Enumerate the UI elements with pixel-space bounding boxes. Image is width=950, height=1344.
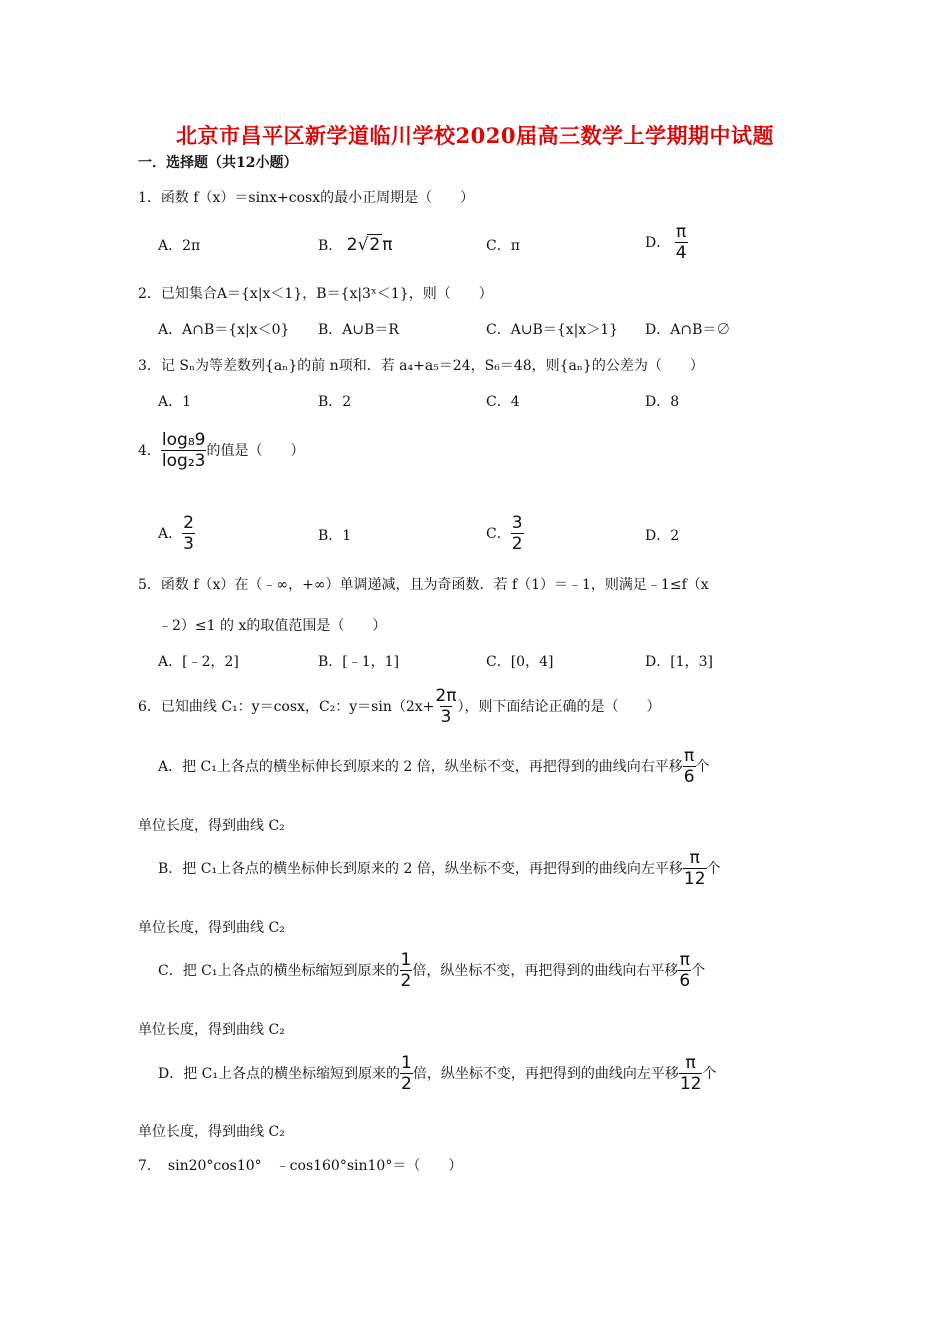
option-suffix: 个 — [691, 963, 706, 979]
denominator: 2 — [511, 534, 523, 554]
question-6-stem — [138, 688, 660, 726]
numerator: π — [675, 222, 687, 242]
stem-prefix: 6．已知曲线 C₁：y＝cosx，C₂：y＝sin（2x+ — [138, 699, 435, 715]
q6-option-c — [158, 952, 705, 990]
denominator: 2 — [400, 971, 412, 991]
fraction — [683, 748, 696, 786]
q5-option-a: A．[﹣2，2] — [158, 654, 239, 670]
question-1-stem: 1．函数 f（x）＝sinx+cosx的最小正周期是（ ） — [138, 190, 475, 206]
fraction — [675, 224, 688, 262]
option-text: A．把 C₁上各点的横坐标伸长到原来的 2 倍，纵坐标不变，再把得到的曲线向右平移 — [158, 759, 683, 775]
denominator: 3 — [183, 534, 194, 554]
stem-suffix: 的值是（ ） — [206, 443, 305, 459]
option-text: D．把 C₁上各点的横坐标缩短到原来的 — [158, 1066, 400, 1082]
q1-option-a: A．2π — [158, 238, 201, 254]
fraction — [678, 952, 691, 990]
section-heading: 一．选择题（共12小题） — [138, 155, 298, 171]
question-number: 4． — [138, 443, 161, 459]
page-title: 北京市昌平区新学道临川学校2020届高三数学上学期期中试题 — [176, 123, 774, 148]
q2-option-c: C．A∪B＝{x|x＞1} — [486, 322, 619, 338]
numerator: 1 — [400, 950, 412, 970]
question-5-line-1: 5．函数 f（x）在（﹣∞，+∞）单调递减，且为奇函数．若 f（1）＝﹣1，则满足﹣1≤f（x — [138, 577, 709, 593]
denominator: log₂3 — [161, 451, 206, 471]
fraction — [683, 850, 707, 888]
q1-option-b — [318, 234, 393, 256]
option-label: D． — [645, 235, 671, 251]
option-middle: 倍，纵坐标不变，再把得到的曲线向右平移 — [412, 963, 679, 979]
question-2-stem: 2．已知集合A＝{x|x＜1}，B＝{x|3ˣ＜1}，则（ ） — [138, 286, 493, 302]
fraction — [400, 952, 413, 990]
log-fraction — [161, 432, 207, 470]
option-label: A． — [158, 526, 183, 542]
stem-suffix: ），则下面结论正确的是（ ） — [457, 699, 661, 715]
fraction — [400, 1055, 413, 1093]
question-5-line-2: ﹣2）≤1 的 x的取值范围是（ ） — [158, 618, 387, 634]
q6-option-b — [158, 850, 721, 888]
numerator: log₈9 — [161, 430, 206, 450]
numerator: π — [685, 1053, 696, 1073]
q5-option-b: B．[﹣1，1] — [318, 654, 400, 670]
sqrt-sign: √ — [357, 235, 369, 255]
q6-option-d-continuation: 单位长度，得到曲线 C₂ — [138, 1124, 285, 1140]
q6-option-d — [158, 1055, 716, 1093]
q2-option-b: B．A∪B＝R — [318, 322, 399, 338]
question-3-stem: 3．记 Sₙ为等差数列{aₙ}的前 n项和．若 a₄+a₅＝24，S₆＝48，则{aₙ}的公差为（ ） — [138, 358, 704, 374]
option-label: B． — [318, 238, 343, 254]
question-7-stem: 7． sin20°cos10° ﹣cos160°sin10°＝（ ） — [138, 1158, 463, 1174]
numerator: π — [679, 950, 690, 970]
option-text: B．把 C₁上各点的横坐标伸长到原来的 2 倍，纵坐标不变，再把得到的曲线向左平移 — [158, 861, 683, 877]
q2-option-a: A．A∩B＝{x|x＜0} — [158, 322, 290, 338]
denominator: 3 — [440, 707, 452, 727]
fraction — [434, 688, 457, 726]
q4-option-a — [158, 515, 195, 553]
q5-option-c: C．[0，4] — [486, 654, 554, 670]
numerator: π — [689, 848, 700, 868]
q6-option-a-continuation: 单位长度，得到曲线 C₂ — [138, 818, 285, 834]
denominator: 12 — [683, 869, 706, 889]
q4-option-c — [486, 515, 524, 553]
fraction — [182, 515, 195, 553]
q4-option-d: D．2 — [645, 528, 680, 544]
radicand: 2 — [369, 235, 381, 255]
numerator: π — [683, 746, 695, 766]
numerator: 2π — [435, 686, 457, 706]
q6-option-b-continuation: 单位长度，得到曲线 C₂ — [138, 920, 285, 936]
numerator: 2 — [183, 513, 194, 533]
coefficient: 2 — [346, 235, 358, 255]
q3-option-a: A．1 — [158, 394, 192, 410]
option-suffix: 个 — [695, 759, 710, 775]
option-suffix: 个 — [706, 861, 721, 877]
option-text: C．把 C₁上各点的横坐标缩短到原来的 — [158, 963, 400, 979]
denominator: 2 — [401, 1074, 412, 1094]
option-middle: 倍，纵坐标不变，再把得到的曲线向左平移 — [412, 1066, 679, 1082]
fraction — [679, 1055, 703, 1093]
question-4-stem — [138, 432, 304, 470]
q6-option-c-continuation: 单位长度，得到曲线 C₂ — [138, 1022, 285, 1038]
option-label: C． — [486, 526, 511, 542]
q3-option-b: B．2 — [318, 394, 352, 410]
q1-option-d — [645, 224, 688, 262]
fraction — [511, 515, 524, 553]
pi-symbol: π — [382, 235, 393, 255]
q3-option-c: C．4 — [486, 394, 520, 410]
q6-option-a — [158, 748, 710, 786]
denominator: 6 — [683, 767, 695, 787]
q5-option-d: D．[1，3] — [645, 654, 713, 670]
q3-option-d: D．8 — [645, 394, 680, 410]
q1-option-c: C．π — [486, 238, 520, 254]
denominator: 6 — [679, 971, 691, 991]
denominator: 4 — [675, 243, 687, 263]
option-suffix: 个 — [702, 1066, 717, 1082]
q4-option-b: B．1 — [318, 528, 352, 544]
denominator: 12 — [679, 1074, 702, 1094]
numerator: 1 — [401, 1053, 412, 1073]
numerator: 3 — [511, 513, 523, 533]
q2-option-d: D．A∩B＝∅ — [645, 322, 731, 338]
